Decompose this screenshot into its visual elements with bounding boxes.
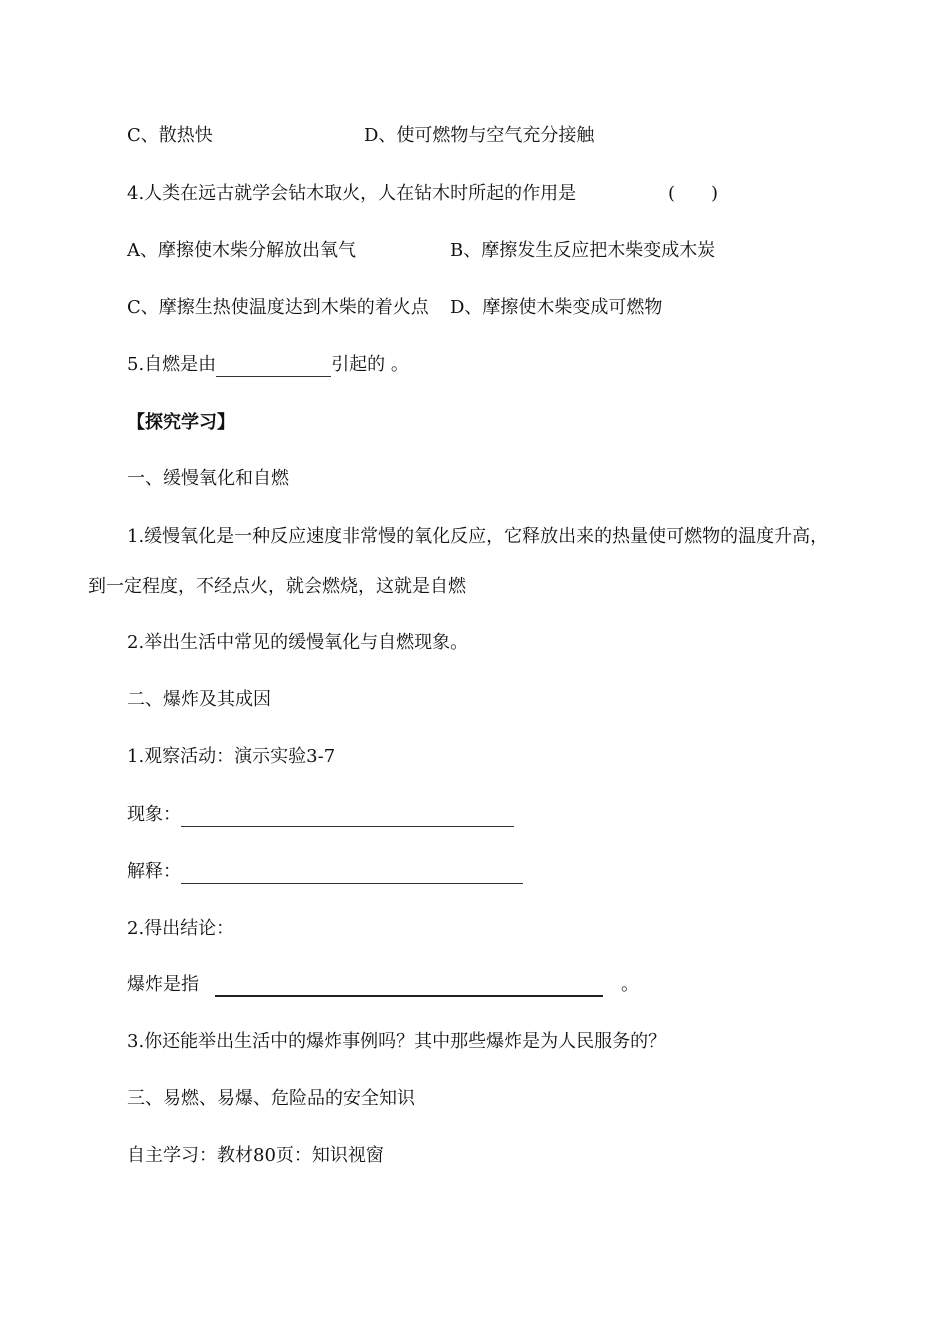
part2-item3: 3.你还能举出生活中的爆炸事例吗？其中那些爆炸是为人民服务的？ xyxy=(127,1031,667,1052)
q4-option-d: D、摩擦使木柴变成可燃物 xyxy=(450,297,663,318)
explosion-definition-line xyxy=(127,973,639,997)
q4-option-b: B、摩擦发生反应把木柴变成木炭 xyxy=(450,240,716,261)
q4-option-a: A、摩擦使木柴分解放出氧气 xyxy=(127,240,356,261)
q5-answer-blank[interactable] xyxy=(216,358,331,377)
part3-heading: 三、易燃、易爆、危险品的安全知识 xyxy=(127,1088,415,1109)
q5-prefix: 5.自燃是由 xyxy=(127,354,217,375)
explanation-label: 解释： xyxy=(127,861,181,882)
explanation-blank[interactable] xyxy=(181,865,523,884)
explosion-label: 爆炸是指 xyxy=(127,974,199,995)
q5-suffix: 引起的 。 xyxy=(331,354,409,375)
part1-item1-line1: 1.缓慢氧化是一种反应速度非常慢的氧化反应，它释放出来的热量使可燃物的温度升高， xyxy=(127,526,829,547)
phenomenon-label: 现象： xyxy=(127,804,181,825)
part1-item2: 2.举出生活中常见的缓慢氧化与自燃现象。 xyxy=(127,632,469,653)
part3-self-study: 自主学习：教材80页：知识视窗 xyxy=(127,1145,384,1166)
phenomenon-line xyxy=(127,803,514,827)
part2-item2: 2.得出结论： xyxy=(127,918,235,939)
part2-heading: 二、爆炸及其成因 xyxy=(127,689,271,710)
phenomenon-blank[interactable] xyxy=(181,808,514,827)
part1-item1-line2: 到一定程度，不经点火，就会燃烧，这就是自燃 xyxy=(88,576,466,597)
section-title: 【探究学习】 xyxy=(127,412,235,433)
q4-stem: 4.人类在远古就学会钻木取火，人在钻木时所起的作用是 xyxy=(127,183,577,204)
part1-heading: 一、缓慢氧化和自燃 xyxy=(127,468,289,489)
part2-item1: 1.观察活动：演示实验3-7 xyxy=(127,746,336,767)
q3-option-d: D、使可燃物与空气充分接触 xyxy=(364,125,595,146)
explosion-blank[interactable] xyxy=(215,977,603,997)
q4-option-c: C、摩擦生热使温度达到木柴的着火点 xyxy=(127,297,429,318)
q5-line xyxy=(127,353,409,377)
q4-answer-paren: ( ) xyxy=(668,183,719,204)
q3-option-c: C、散热快 xyxy=(127,125,213,146)
explosion-end: 。 xyxy=(621,974,639,995)
explanation-line xyxy=(127,860,523,884)
